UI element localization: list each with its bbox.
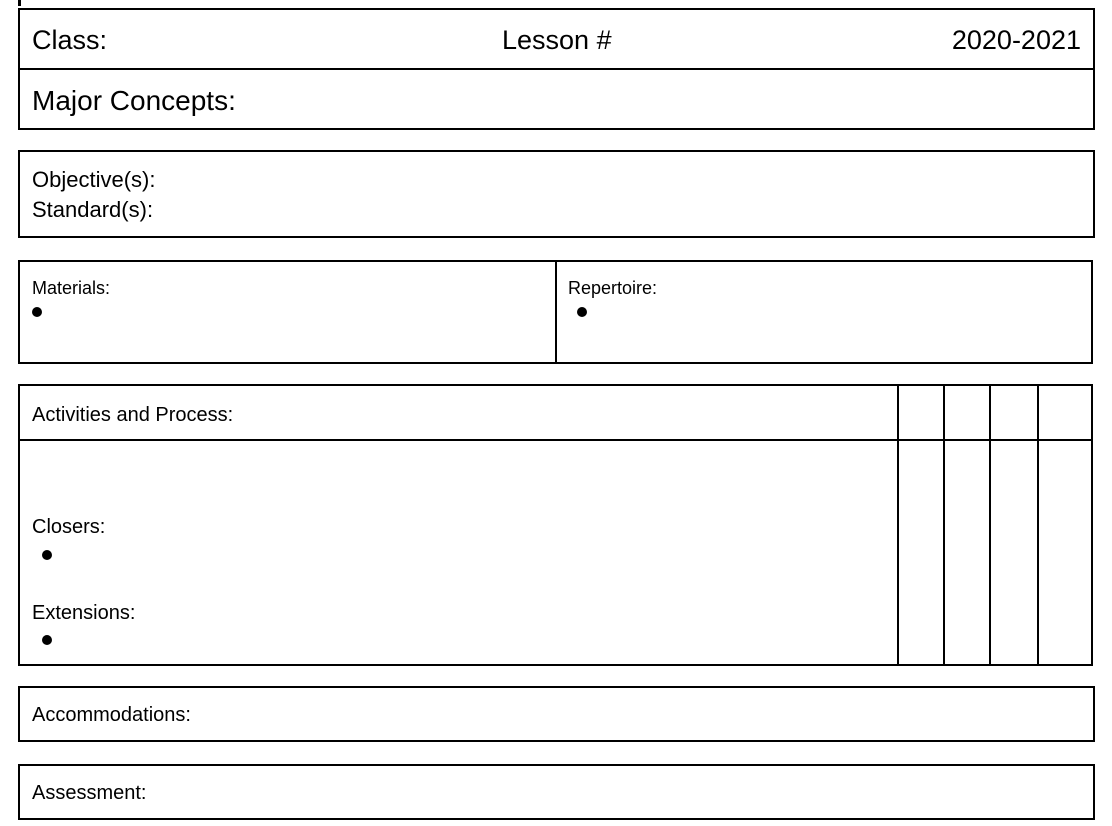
materials-label: Materials: xyxy=(32,278,111,298)
standards-label: Standard(s): xyxy=(32,197,154,222)
materials-repertoire-divider xyxy=(555,262,557,362)
accommodations-box xyxy=(18,686,1095,742)
activities-column-line-3 xyxy=(989,386,991,664)
materials-repertoire-box xyxy=(18,260,1093,364)
lesson-number-label: Lesson # xyxy=(502,25,612,55)
repertoire-label: Repertoire: xyxy=(568,278,658,298)
assessment-box xyxy=(18,764,1095,820)
repertoire-bullet xyxy=(577,307,587,317)
extensions-bullet xyxy=(42,635,52,645)
extensions-label: Extensions: xyxy=(32,602,136,624)
accommodations-label: Accommodations: xyxy=(32,704,191,726)
objectives-label: Objective(s): xyxy=(32,167,156,192)
materials-bullet xyxy=(32,307,42,317)
page-edge-mark xyxy=(18,0,21,6)
assessment-label: Assessment: xyxy=(32,782,147,804)
closers-label: Closers: xyxy=(32,516,106,538)
closers-bullet xyxy=(42,550,52,560)
header-divider xyxy=(20,68,1093,70)
activities-column-line-1 xyxy=(897,386,899,664)
activities-column-line-4 xyxy=(1037,386,1039,664)
school-year: 2020-2021 xyxy=(951,25,1081,55)
activities-header-divider xyxy=(20,439,1091,441)
major-concepts-label: Major Concepts: xyxy=(32,85,236,116)
activities-label: Activities and Process: xyxy=(32,404,234,426)
activities-box xyxy=(18,384,1093,666)
objectives-box xyxy=(18,150,1095,238)
header-box xyxy=(18,8,1095,130)
activities-column-line-2 xyxy=(943,386,945,664)
class-label: Class: xyxy=(32,25,108,55)
